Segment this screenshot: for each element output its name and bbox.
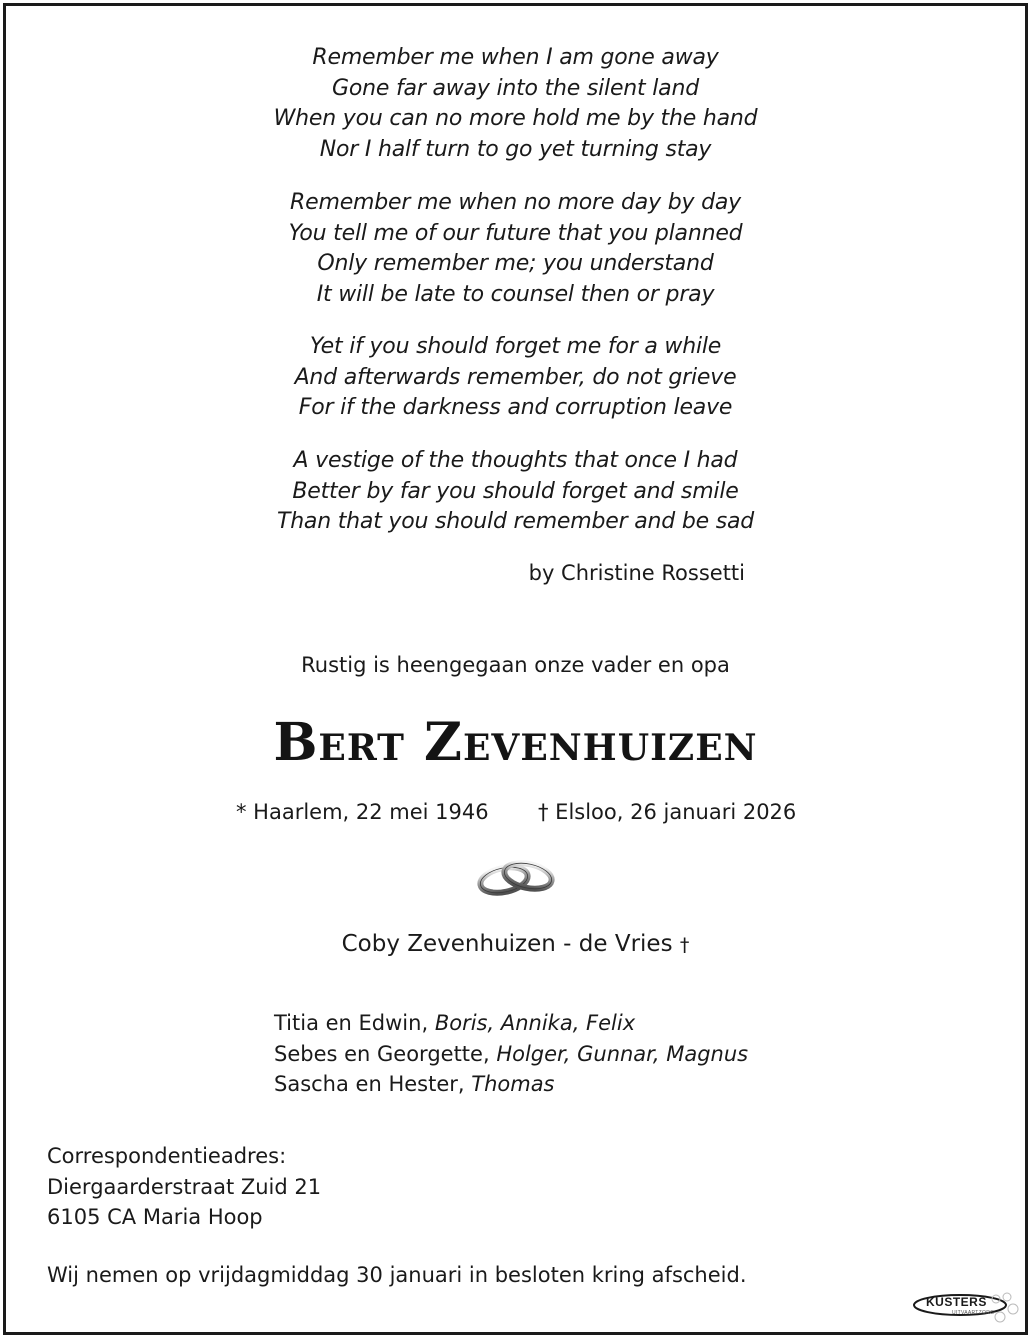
family-list [274,1008,748,1100]
poem-line: A vestige of the thoughts that once I had [293,448,738,473]
poem-line: For if the darkness and corruption leave [298,395,733,420]
poem-stanza-2 [0,188,1031,310]
poem-line: Than that you should remember and be sad [276,509,755,534]
poem-stanza-4 [0,446,1031,538]
poem-line: You tell me of our future that you planned [288,220,743,246]
funeral-home-logo [912,1289,1022,1329]
poem-line: When you can no more hold me by the hand [273,106,758,131]
poem-line: Remember me when I am gone away [312,45,719,70]
deceased-name: Bert Zevenhuizen [273,712,758,773]
family-couple: Sascha en Hester, [274,1072,465,1096]
poem-line: Yet if you should forget me for a while [309,334,722,359]
poem-stanza-1 [0,43,1031,165]
spouse-name-text: Coby Zevenhuizen - de Vries [341,931,673,957]
birth-date: * Haarlem, 22 mei 1946 [236,800,489,824]
family-entry [274,1069,748,1100]
address-street: Diergaarderstraat Zuid 21 [47,1174,322,1199]
address-label: Correspondentieadres: [47,1144,287,1168]
family-children: Boris, Annika, Felix [434,1011,636,1035]
poem-line: And afterwards remember, do not grieve [294,364,737,390]
address-city: 6105 CA Maria Hoop [47,1205,263,1229]
poem-line: Remember me when no more day by day [290,190,741,215]
spouse-deceased-mark: † [679,934,690,956]
spouse-name [0,931,1031,957]
family-couple: Titia en Edwin, [274,1011,429,1035]
correspondence-address [47,1141,321,1233]
logo-tagline: UITVAARTZORG [952,1310,995,1316]
poem-line: Nor I half turn to go yet turning stay [319,136,712,162]
announcement-intro: Rustig is heengegaan onze vader en opa [301,653,730,677]
poem-line: Only remember me; you understand [317,251,714,276]
death-date: † Elsloo, 26 januari 2026 [538,800,797,824]
poem-line: Gone far away into the silent land [332,75,699,101]
logo-name: KUSTERS [926,1295,987,1309]
poem-line: It will be late to counsel then or pray [316,281,715,307]
family-entry [274,1008,748,1039]
family-children: Thomas [471,1072,555,1096]
family-entry [274,1039,748,1070]
wedding-rings-icon [474,850,558,900]
poem-line: Better by far you should forget and smile [292,478,739,504]
family-couple: Sebes en Georgette, [274,1041,490,1066]
poem-attribution: by Christine Rossetti [528,561,745,585]
farewell-notice: Wij nemen op vrijdagmiddag 30 januari in besloten kring afscheid. [47,1263,747,1287]
poem-stanza-3 [0,332,1031,424]
family-children: Holger, Gunnar, Magnus [496,1041,749,1066]
